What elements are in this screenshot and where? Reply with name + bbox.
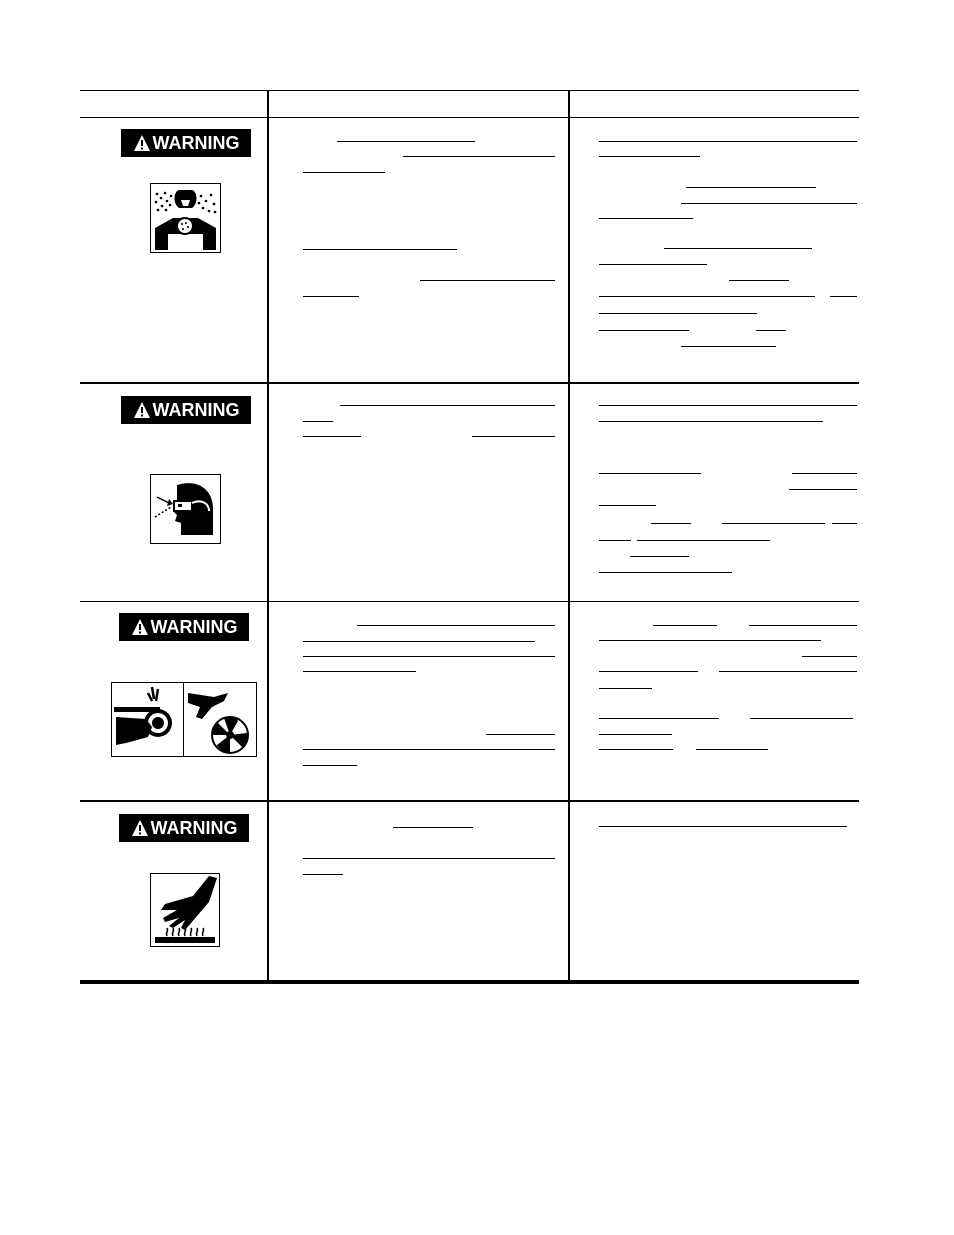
text-underline (599, 718, 719, 719)
text-underline (599, 218, 693, 219)
text-underline (599, 640, 821, 641)
text-underline (750, 718, 853, 719)
text-underline (599, 156, 700, 157)
text-underline (651, 523, 691, 524)
warning-label: WARNING (152, 132, 240, 153)
text-underline (472, 436, 555, 437)
text-underline (599, 405, 857, 406)
text-underline (719, 671, 857, 672)
warning-triangle-icon (133, 134, 151, 152)
text-underline (303, 436, 361, 437)
warning-badge (121, 396, 251, 424)
text-underline (696, 749, 768, 750)
text-underline (722, 523, 825, 524)
text-underline (789, 489, 857, 490)
text-underline (393, 827, 473, 828)
text-underline (403, 156, 555, 157)
text-underline (599, 826, 847, 827)
text-underline (599, 688, 652, 689)
text-underline (802, 656, 857, 657)
text-underline (599, 264, 707, 265)
text-underline (599, 749, 673, 750)
text-underline (599, 572, 732, 573)
warning-triangle-icon (131, 618, 149, 636)
text-underline (637, 540, 770, 541)
text-underline (303, 296, 359, 297)
text-underline (832, 523, 857, 524)
text-underline (303, 172, 385, 173)
text-underline (303, 671, 416, 672)
text-underline (303, 874, 343, 875)
respiratory-hazard-icon (150, 183, 221, 253)
warning-badge (121, 129, 251, 157)
text-underline (830, 296, 857, 297)
rotating-fan-hazard-icon (183, 682, 257, 757)
text-underline (599, 734, 672, 735)
text-underline (486, 734, 555, 735)
warning-label: WARNING (150, 817, 238, 838)
text-underline (303, 249, 457, 250)
warning-badge (119, 613, 249, 641)
text-underline (303, 656, 555, 657)
text-underline (337, 141, 475, 142)
warning-label: WARNING (150, 616, 238, 637)
text-underline (729, 280, 789, 281)
table-top-rule (80, 90, 859, 91)
text-underline (792, 473, 857, 474)
text-underline (357, 625, 555, 626)
text-underline (303, 641, 535, 642)
text-underline (686, 187, 816, 188)
row-divider-2 (80, 601, 859, 602)
text-underline (599, 671, 698, 672)
header-bottom-rule (80, 117, 859, 118)
eye-protection-icon (150, 474, 221, 544)
text-underline (303, 858, 555, 859)
text-underline (420, 280, 555, 281)
text-underline (599, 473, 701, 474)
text-underline (599, 296, 815, 297)
table-bottom-rule (80, 980, 859, 984)
text-underline (340, 405, 555, 406)
text-underline (681, 346, 776, 347)
text-underline (749, 625, 857, 626)
text-underline (599, 421, 823, 422)
text-underline (630, 556, 689, 557)
hot-surface-hazard-icon (150, 873, 220, 947)
text-underline (599, 505, 656, 506)
column-divider-1 (267, 90, 269, 982)
text-underline (599, 540, 631, 541)
text-underline (599, 313, 757, 314)
text-underline (599, 141, 857, 142)
text-underline (303, 749, 555, 750)
warning-label: WARNING (152, 399, 240, 420)
text-underline (681, 203, 857, 204)
column-divider-2 (568, 90, 570, 982)
warning-badge (119, 814, 249, 842)
text-underline (303, 421, 333, 422)
text-underline (664, 248, 812, 249)
text-underline (599, 330, 689, 331)
row-divider-3 (80, 800, 859, 802)
row-divider-1 (80, 382, 859, 384)
warning-triangle-icon (133, 401, 151, 419)
text-underline (303, 765, 357, 766)
warning-triangle-icon (131, 819, 149, 837)
text-underline (653, 625, 717, 626)
text-underline (756, 330, 786, 331)
pinch-point-hazard-icon (111, 682, 185, 757)
